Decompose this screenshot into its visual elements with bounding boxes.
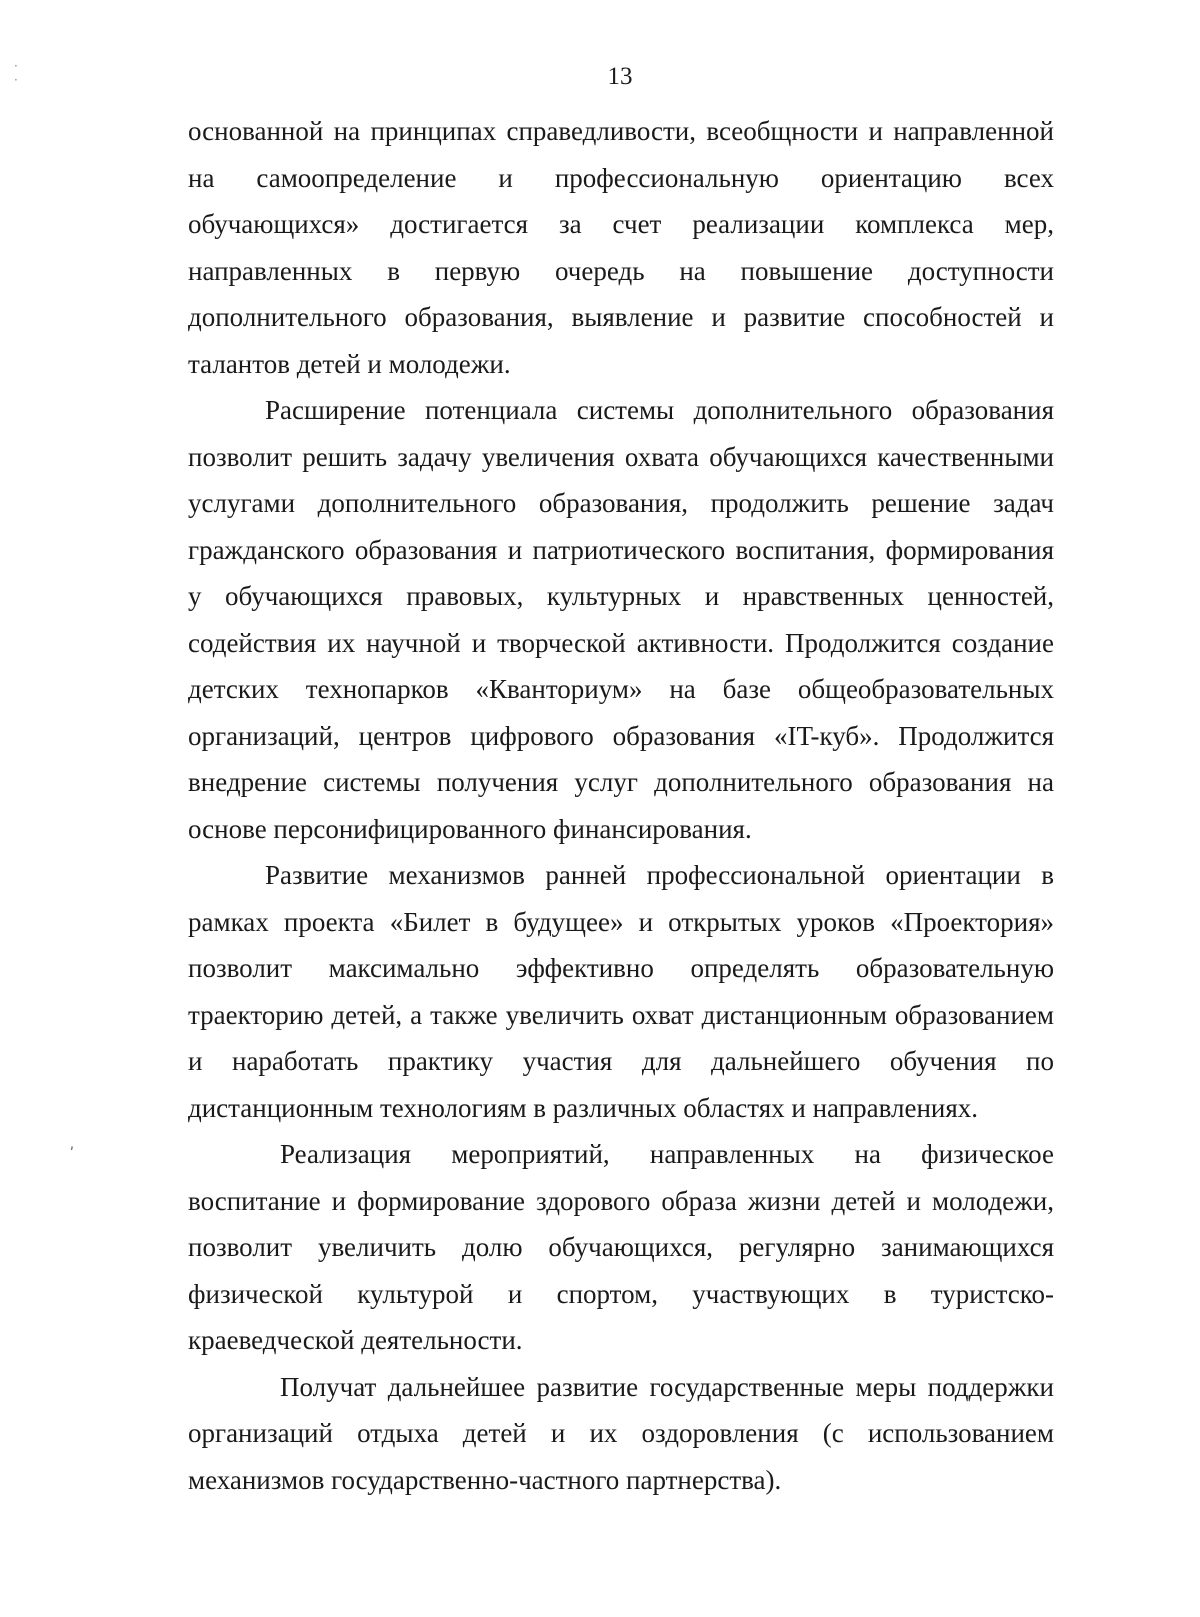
paragraph-career-guidance: Развитие механизмов ранней профессиональной ориентации в рамках проекта «Билет в будущее» и открытых уроков «Проектория» позволит максимально эффективно определять образовательную траекторию детей, а также увеличить охват дистанционным образованием и наработать практику участия для дальнейшего обучения по дистанционным технологиям в различных областях и направлениях. bbox=[188, 860, 1054, 1123]
document-body bbox=[188, 108, 1054, 1503]
scan-artifact: · bbox=[14, 59, 18, 73]
paragraph-children-recreation: Получат дальнейшее развитие государственные меры поддержки организаций отдыха детей и их оздоровления (с использованием механизмов государственно-частного партнерства). bbox=[188, 1371, 1054, 1495]
scan-artifact: · bbox=[14, 73, 18, 87]
paragraph-continuation: основанной на принципах справедливости, всеобщности и направленной на самоопределение и профессиональную ориентацию всех обучающихся» достигается за счет реализации комплекса мер, направленных в первую очередь на повышение доступности дополнительного образования, выявление и развитие способностей и талантов детей и молодежи. bbox=[188, 116, 1054, 379]
paragraph-physical-education: Реализация мероприятий, направленных на физическое воспитание и формирование здорового образа жизни детей и молодежи, позволит увеличить долю обучающихся, регулярно занимающихся физической культурой и спортом, участвующих в туристско-краеведческой деятельности. bbox=[188, 1139, 1054, 1355]
scan-artifact: ʹ bbox=[70, 1146, 74, 1162]
page-number: 13 bbox=[607, 63, 633, 90]
paragraph-additional-education-potential: Расширение потенциала системы дополнительного образования позволит решить задачу увеличения охвата обучающихся качественными услугами дополнительного образования, продолжить решение задач гражданского образования и патриотического воспитания, формирования у обучающихся правовых, культурных и нравственных ценностей, содействия их научной и творческой активности. Продолжится создание детских технопарков «Кванториум» на базе общеобразовательных организаций, центров цифрового образования «IT-куб». Продолжится внедрение системы получения услуг дополнительного образования на основе персонифицированного финансирования. bbox=[188, 395, 1054, 844]
